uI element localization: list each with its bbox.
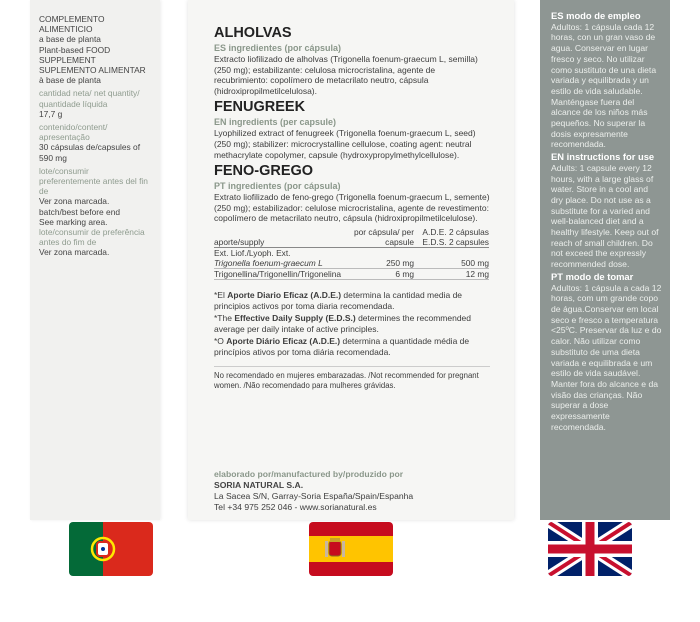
note-eds-en xyxy=(214,313,490,334)
header-supply: aporte/supply xyxy=(214,227,344,248)
lot-label-pt: lote/consumir de preferência antes do fim de xyxy=(39,227,145,248)
row-plant-ade: 500 mg xyxy=(414,258,489,269)
net-quantity-label: cantidad neta/ net quantity/ quantidade líquida xyxy=(39,88,140,109)
product-type-en: Plant-based FOOD SUPPLEMENT xyxy=(39,44,111,65)
note-ade-pt-prefix: *O xyxy=(214,336,227,347)
right-side-panel xyxy=(540,0,670,520)
note-eds-en-term: Effective Daily Supply (E.D.S.) xyxy=(234,313,356,324)
ingredients-text-en: Lyophilized extract of fenugreek (Trigonella foenum-graecum L, seed)(250 mg); stabilizer: microcrystalline cellulose, coating agent: neutral methacrylate copolymer, capsule (hydroxypropylmethylcellulose). xyxy=(214,128,476,160)
lot-label-es: lote/consumir preferentemente antes del fin de xyxy=(39,165,148,197)
header-ade: A.D.E. 2 cápsulas E.D.S. 2 capsules xyxy=(414,227,489,248)
product-type-es: COMPLEMENTO ALIMENTICIO xyxy=(39,14,105,35)
note-ade-pt-term: Aporte Diário Eficaz (A.D.E.) xyxy=(226,336,341,347)
manufacturer-label: elaborado por/manufactured by/produzido por xyxy=(214,469,404,479)
table-row xyxy=(214,247,489,258)
lot-value-es: Ver zona marcada. xyxy=(39,196,110,207)
usage-heading-en: EN instructions for use xyxy=(551,151,655,163)
ingredients-label-en: EN ingredients (per capsule) xyxy=(214,117,337,128)
table-row xyxy=(214,258,489,269)
manufacturer-name: SORIA NATURAL S.A. xyxy=(214,480,304,490)
usage-text-pt: Adultos: 1 cápsula a cada 12 horas, com um grande copo de água.Conservar em local seco e fresco a temperatura <25ºC. Preservar da luz e do calor. Não utilizar como substituto de uma dieta variada e equilibrada e um estilo de vida saudável. Manter fora do alcance e da visão das crianças. Não superar a dose expressamente recomendada. xyxy=(551,282,662,432)
batch-label-en: batch/best before end xyxy=(39,206,121,217)
manufacturer-contact: Tel +34 975 252 046 - www.sorianatural.es xyxy=(214,502,377,512)
note-eds-en-text: determines the recommended average per daily intake of active principles. xyxy=(214,313,471,334)
net-quantity-value: 17,7 g xyxy=(39,108,63,119)
row-plant-per-capsule: 250 mg xyxy=(344,258,414,269)
product-type-pt: SUPLEMENTO ALIMENTAR xyxy=(39,65,146,76)
row-trigonellin-label: Trigonellina/Trigonellin/Trigonelina xyxy=(214,268,344,279)
content-label: contenido/content/ apresentação xyxy=(39,122,108,143)
spain-flag-icon xyxy=(309,522,393,576)
note-ade-es xyxy=(214,290,490,311)
portugal-flag-icon xyxy=(69,522,153,576)
note-ade-pt-text: determina a quantidade média de princípios ativos por toma diária recomendada. xyxy=(214,336,470,357)
content-value: 30 cápsulas de/capsules of 590 mg xyxy=(39,142,141,163)
manufacturer-block xyxy=(214,469,494,513)
ingredients-label-es: ES ingredientes (por cápsula) xyxy=(214,43,342,53)
supply-table xyxy=(214,227,489,280)
usage-text-es: Adultos: 1 cápsula cada 12 horas, con un gran vaso de agua. Conservar en lugar fresco y seco. No utilizar como sustituto de una dieta variada y equilibrada y un estilo de vida saludable. Manténgase fuera del alcance de los niños más pequeños. No superar la dosis expresamente recomendada. xyxy=(551,21,657,150)
ingredients-text-es: Extracto liofilizado de alholvas (Trigonella foenum-graecum L, semilla)(250 mg); estabilizante: celulosa microcristalina, agente de recubrimiento: copolímero de metacrilato neutro, cápsula (hidroxipropilmetilcelulosa). xyxy=(214,54,478,96)
center-label-panel xyxy=(188,0,514,520)
note-ade-pt xyxy=(214,336,490,357)
row-extract-label: Ext. Liof./Lyoph. Ext. xyxy=(214,247,291,258)
note-ade-es-text: determina la cantidad media de principios activos por toma diaria recomendada. xyxy=(214,289,463,311)
note-ade-es-prefix: *El xyxy=(214,289,228,300)
pregnancy-warning: No recomendado en mujeres embarazadas. /Not recommended for pregnant women. /Não recomendado para mulheres grávidas. xyxy=(214,366,490,391)
table-row xyxy=(214,268,489,279)
row-trigonellin-ade: 12 mg xyxy=(414,268,489,279)
product-type-es-sub: a base de planta xyxy=(39,34,101,45)
ingredients-label-pt: PT ingredientes (por cápsula) xyxy=(214,181,341,192)
usage-text-en: Adults: 1 capsule every 12 hours, with a large glass of water. Store in a cool and dry place. Do not use as a substitute for a varied and well-balanced diet and a healthy lifestyle. Keep out of reach of small children. Do not exceed the expressly recommended dose. xyxy=(551,162,659,270)
table-header-row xyxy=(214,227,489,248)
ingredients-text-pt: Extrato liofilizado de feno-grego (Trigonella foenum-graecum L, semente)(250 mg); estabilizador: celulose microcristalina, agente de revestimento: copolímero de metacrilato neutro, cápsula (hidroxipropilmetilcelulose). xyxy=(214,192,490,224)
product-type-pt-sub: à base de planta xyxy=(39,75,101,86)
usage-heading-es: ES modo de empleo xyxy=(551,10,641,21)
note-eds-en-prefix: *The xyxy=(214,313,235,324)
title-en: FENUGREEK xyxy=(214,99,306,116)
row-trigonellin-per-capsule: 6 mg xyxy=(344,268,414,279)
note-ade-es-term: Aporte Diario Eficaz (A.D.E.) xyxy=(227,289,342,300)
usage-heading-pt: PT modo de tomar xyxy=(551,270,634,282)
title-es: ALHOLVAS xyxy=(214,25,292,41)
header-per-capsule: por cápsula/ per capsule xyxy=(344,227,414,248)
batch-value-en: See marking area. xyxy=(39,216,108,227)
left-side-panel xyxy=(30,0,160,520)
row-plant-label: Trigonella foenum-graecum L xyxy=(214,258,344,269)
uk-flag-icon xyxy=(548,522,632,576)
title-pt: FENO-GREGO xyxy=(214,163,314,180)
manufacturer-address: La Sacea S/N, Garray-Soria España/Spain/Espanha xyxy=(214,491,414,501)
lot-value-pt: Ver zona marcada. xyxy=(39,247,110,258)
